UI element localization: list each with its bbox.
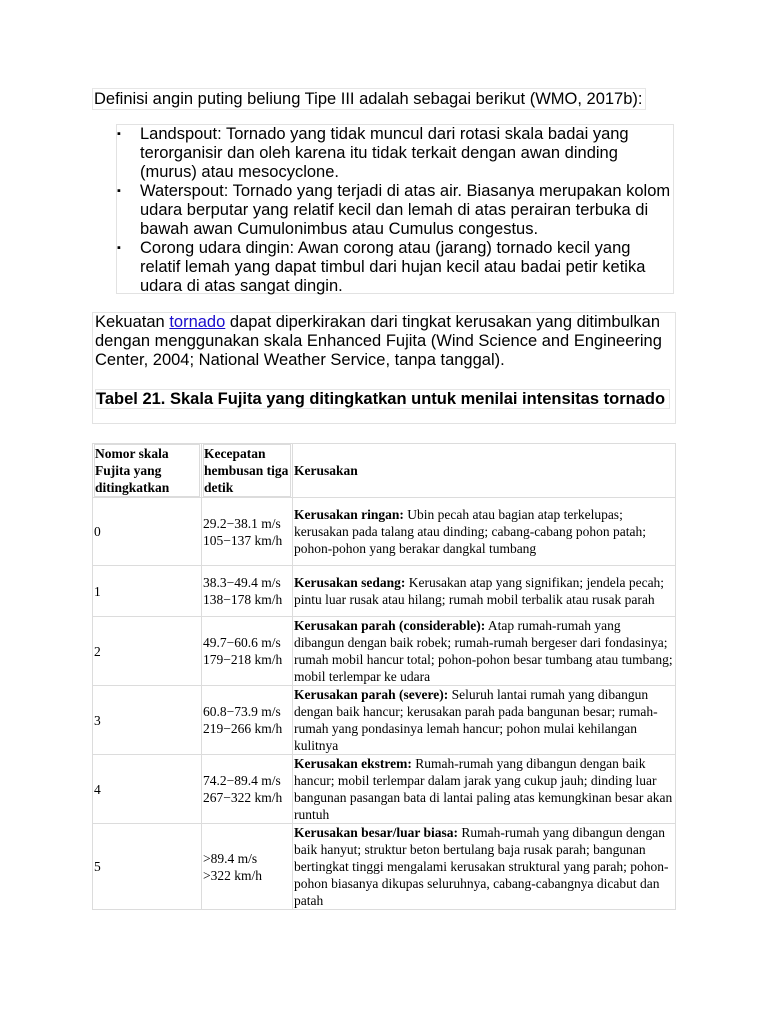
list-item: ▪ Waterspout: Tornado yang terjadi di atas air. Biasanya merupakan kolom udara berputar yang relatif kecil dan lemah di atas perairan terbuka di bawah awan Cumulonimbus atau Cumulus congestus.: [117, 182, 671, 238]
speed-cell: 38.3−49.4 m/s 138−178 km/h: [202, 566, 293, 617]
bullet-marker-icon: ▪: [117, 242, 121, 254]
speed-cell: 29.2−38.1 m/s 105−137 km/h: [202, 498, 293, 566]
fujita-table: [92, 443, 676, 910]
bullet-list: [116, 124, 674, 294]
speed-cell: 74.2−89.4 m/s 267−322 km/h: [202, 755, 293, 824]
header-scale: Nomor skala Fujita yang ditingkatkan: [93, 444, 202, 498]
header-speed: Kecepatan hembusan tiga detik: [202, 444, 293, 498]
intro-line: Definisi angin puting beliung Tipe III adalah sebagai berikut (WMO, 2017b):: [92, 88, 646, 110]
tornado-link[interactable]: tornado: [169, 313, 226, 331]
scale-cell: 4: [93, 755, 202, 824]
speed-cell: >89.4 m/s >322 km/h: [202, 824, 293, 910]
table-row: [93, 498, 676, 566]
speed-cell: 49.7−60.6 m/s 179−218 km/h: [202, 617, 293, 686]
damage-cell: Kerusakan besar/luar biasa: Rumah-rumah yang dibangun dengan baik hanyut; struktur beton bertulang baja rusak parah; bangunan bertingkat tinggi mengalami kerusakan struktural yang parah; pohon-pohon biasanya dikupas seluruhnya, cabang-cabangnya dicabut dan patah: [293, 824, 676, 910]
intro-text: [92, 88, 676, 110]
table-row: [93, 686, 676, 755]
scale-cell: 1: [93, 566, 202, 617]
scale-cell: 5: [93, 824, 202, 910]
table-header-row: [93, 444, 676, 498]
scale-cell: 3: [93, 686, 202, 755]
damage-cell: Kerusakan sedang: Kerusakan atap yang signifikan; jendela pecah; pintu luar rusak atau hilang; rumah mobil terbalik atau rusak parah: [293, 566, 676, 617]
table-row: [93, 824, 676, 910]
table-row: [93, 755, 676, 824]
damage-cell: Kerusakan ekstrem: Rumah-rumah yang dibangun dengan baik hancur; mobil terlempar dalam jarak yang cukup jauh; dinding luar bangunan pasangan bata di lantai paling atas kemungkinan besar akan runtuh: [293, 755, 676, 824]
header-damage: Kerusakan: [293, 444, 676, 498]
list-item: ▪ Corong udara dingin: Awan corong atau (jarang) tornado kecil yang relatif lemah yang dapat timbul dari hujan kecil atau badai petir ketika udara di atas sangat dingin.: [117, 239, 646, 295]
damage-cell: Kerusakan ringan: Ubin pecah atau bagian atap terkelupas; kerusakan pada talang atau dinding; cabang-cabang pohon patah; pohon-pohon yang berakar dangkal tumbang: [293, 498, 676, 566]
scale-cell: 0: [93, 498, 202, 566]
list-item: ▪ Landspout: Tornado yang tidak muncul dari rotasi skala badai yang terorganisir dan oleh karena itu tidak terkait dengan awan dinding (murus) atau mesocyclone.: [117, 125, 629, 181]
bullet-marker-icon: ▪: [117, 185, 121, 197]
table-row: [93, 617, 676, 686]
damage-cell: Kerusakan parah (considerable): Atap rumah-rumah yang dibangun dengan baik robek; rumah-rumah bergeser dari fondasinya; rumah mobil hancur total; pohon-pohon besar tumbang atau tumbang; mobil terlempar ke udara: [293, 617, 676, 686]
scale-cell: 2: [93, 617, 202, 686]
paragraph: Kekuatan tornado dapat diperkirakan dari tingkat kerusakan yang ditimbulkan dengan menggunakan skala Enhanced Fujita (Wind Science and Engineering Center, 2004; National Weather Service, tanpa tanggal). Tabel 21. Skala Fujita yang ditingkatkan untuk menilai intensitas tornado: [92, 312, 676, 424]
table-caption: Tabel 21. Skala Fujita yang ditingkatkan untuk menilai intensitas tornado: [95, 389, 673, 410]
table-row: [93, 566, 676, 617]
bullet-marker-icon: ▪: [117, 128, 121, 140]
speed-cell: 60.8−73.9 m/s 219−266 km/h: [202, 686, 293, 755]
damage-cell: Kerusakan parah (severe): Seluruh lantai rumah yang dibangun dengan baik hancur; kerusakan parah pada bangunan besar; rumah-rumah yang pondasinya lemah hancur; pohon mulai kehilangan kulitnya: [293, 686, 676, 755]
